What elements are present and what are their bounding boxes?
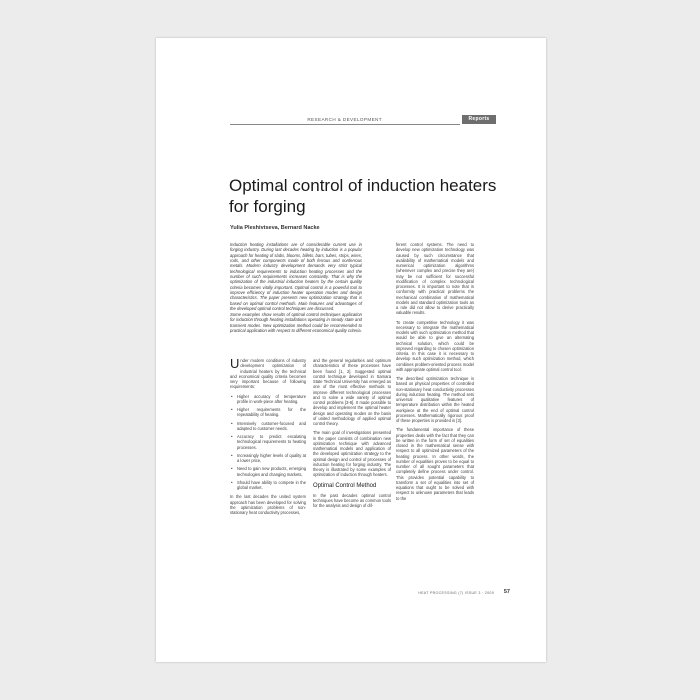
body-paragraph: The described optimization technique is based on physical properties of controlled non-stationary heat conductivity processes during induction heating. The method sets universal qualitative features of temperature distribution within the heated workpiece at the end of optimal control processes. Mathematically rigorous proof of these properties is provided in [3]. <box>396 376 474 423</box>
article-authors: Yulia Pleshivtseva, Bernard Nacke <box>230 225 320 231</box>
section-heading: Optimal Control Method <box>313 482 377 489</box>
list-item: • Intensively customer-focused and adapted to customer needs. <box>230 421 306 432</box>
article-title: Optimal control of induction heaters for forging <box>229 176 497 216</box>
body-paragraph: In the past decades optimal control techniques have become as common tools for the analysis and design of dif- <box>313 492 391 508</box>
list-item: • Higher requirements for the repeatability of heating. <box>230 407 306 418</box>
journal-page <box>156 38 546 662</box>
abstract-paragraph: Induction heating installations are of considerable current use in forging industry. During last decades heating by induction is a popular approach for heating of slabs, blooms, billets, bars, tubes, strips, wires, rods, and other components made of both ferrous and nonferrous metals. Modern industry development demands very strict typical technological requirements to induction heating processes and the number of such requirements increases constantly. That is why the optimization of the industrial induction heaters by the certain quality criteria becomes vitally important. Optimal control is a powerful tool to improve efficiency of induction heater operation modes and design characteristics. The paper presents new optimization strategy that is based on optimal control methods. Main features and advantages of the developed optimal control techniques are discussed. <box>230 242 362 312</box>
list-item: • Higher accuracy of temperature profile in work-piece after heating. <box>230 394 306 405</box>
text-column-3 <box>396 242 474 505</box>
drop-cap: U <box>230 356 240 371</box>
list-item: • Should have ability to compete in the global market. <box>230 480 306 491</box>
body-paragraph: ferent control systems. The need to develop new optimization technology was caused by such circumstance that availability of mathematical models and numerical optimization algorithms (whenever complex and precise they are) may be not sufficient for successful modification of complex technological processes. It is important to note that in conformity with practical problems the mechanical combination of mathematical models and standard optimization tools as a rule did not allow to derive practically valuable results. <box>396 242 474 316</box>
journal-footer: HEAT PROCESSING (7) ISSUE 3 · 2009 <box>418 591 494 595</box>
text-column-2 <box>313 358 391 512</box>
reports-tab: Reports <box>462 115 496 124</box>
body-paragraph: To create competitive technology it was necessary to integrate the mathematical models with such optimization method that would be able to give an alternating technical solution, which could be improved regarding to chosen optimization criteria. In this case it is necessary to develop such optimization method, which combines problem-oriented process model with appropriate optimal control tool. <box>396 319 474 372</box>
abstract-paragraph: Some examples show results of optimal control techniques application for induction through heating installations operating in steady state and transient modes. New optimization method could be recommended to practical application with respect to different economical quality criteria. <box>230 311 362 333</box>
article-abstract <box>230 242 362 334</box>
header-rule <box>230 124 460 125</box>
intro-text: nder modern conditions of industry development optimization of industrial heaters by the technical and economical quality criteria becomes very important because of following requirements: <box>230 358 306 390</box>
intro-paragraph <box>230 358 306 390</box>
list-item: • Accuracy to predict escalating technological requirements to heating processes. <box>230 434 306 450</box>
page-number: 57 <box>503 589 510 595</box>
body-paragraph: and the general regularities and optimum characteristics of these processes have been found [1, 2]. Suggested optimal control technique developed in Samara State Technical University has emerged as one of the most effective methods to improve different technological processes and to solve a wide variety of optimal control problems [3-8]. It made possible to develop and implement the optimal heater design and operating modes on the basis of united methodology of applied optimal control theory. <box>313 358 391 426</box>
body-paragraph: The fundamental importance of these properties deals with the fact that they can be written in the form of set of equalities closed in the mathematical sense with respect to all optimized parameters of the heating process. In other words, the number of equalities proves to be equal to number of all sought parameters that completely define process under control. This provides potential capability to transform a set of equalities into set of equations that ought to be solved with respect to unknown parameters that leads to the <box>396 427 474 501</box>
list-item: • Increasingly higher levels of quality at a lower price, <box>230 453 306 464</box>
text-column-1 <box>230 358 306 519</box>
body-paragraph: In the last decades the united system approach has been developed for solving the optimization problems of non-stationary heat conductivity processes, <box>230 494 306 515</box>
list-item: • Need to gain new products, emerging technologies and changing markets, <box>230 466 306 477</box>
requirements-list <box>230 394 306 491</box>
section-label: RESEARCH & DEVELOPMENT <box>307 117 382 122</box>
body-paragraph: The main goal of investigations presented in the paper consists of combination new optimization technique with advanced mathematical models and application of the developed optimization strategy to the optimal design and control of processes of induction heating for forging industry. The theory is illustrated by some examples of optimization of induction through heaters. <box>313 430 391 478</box>
